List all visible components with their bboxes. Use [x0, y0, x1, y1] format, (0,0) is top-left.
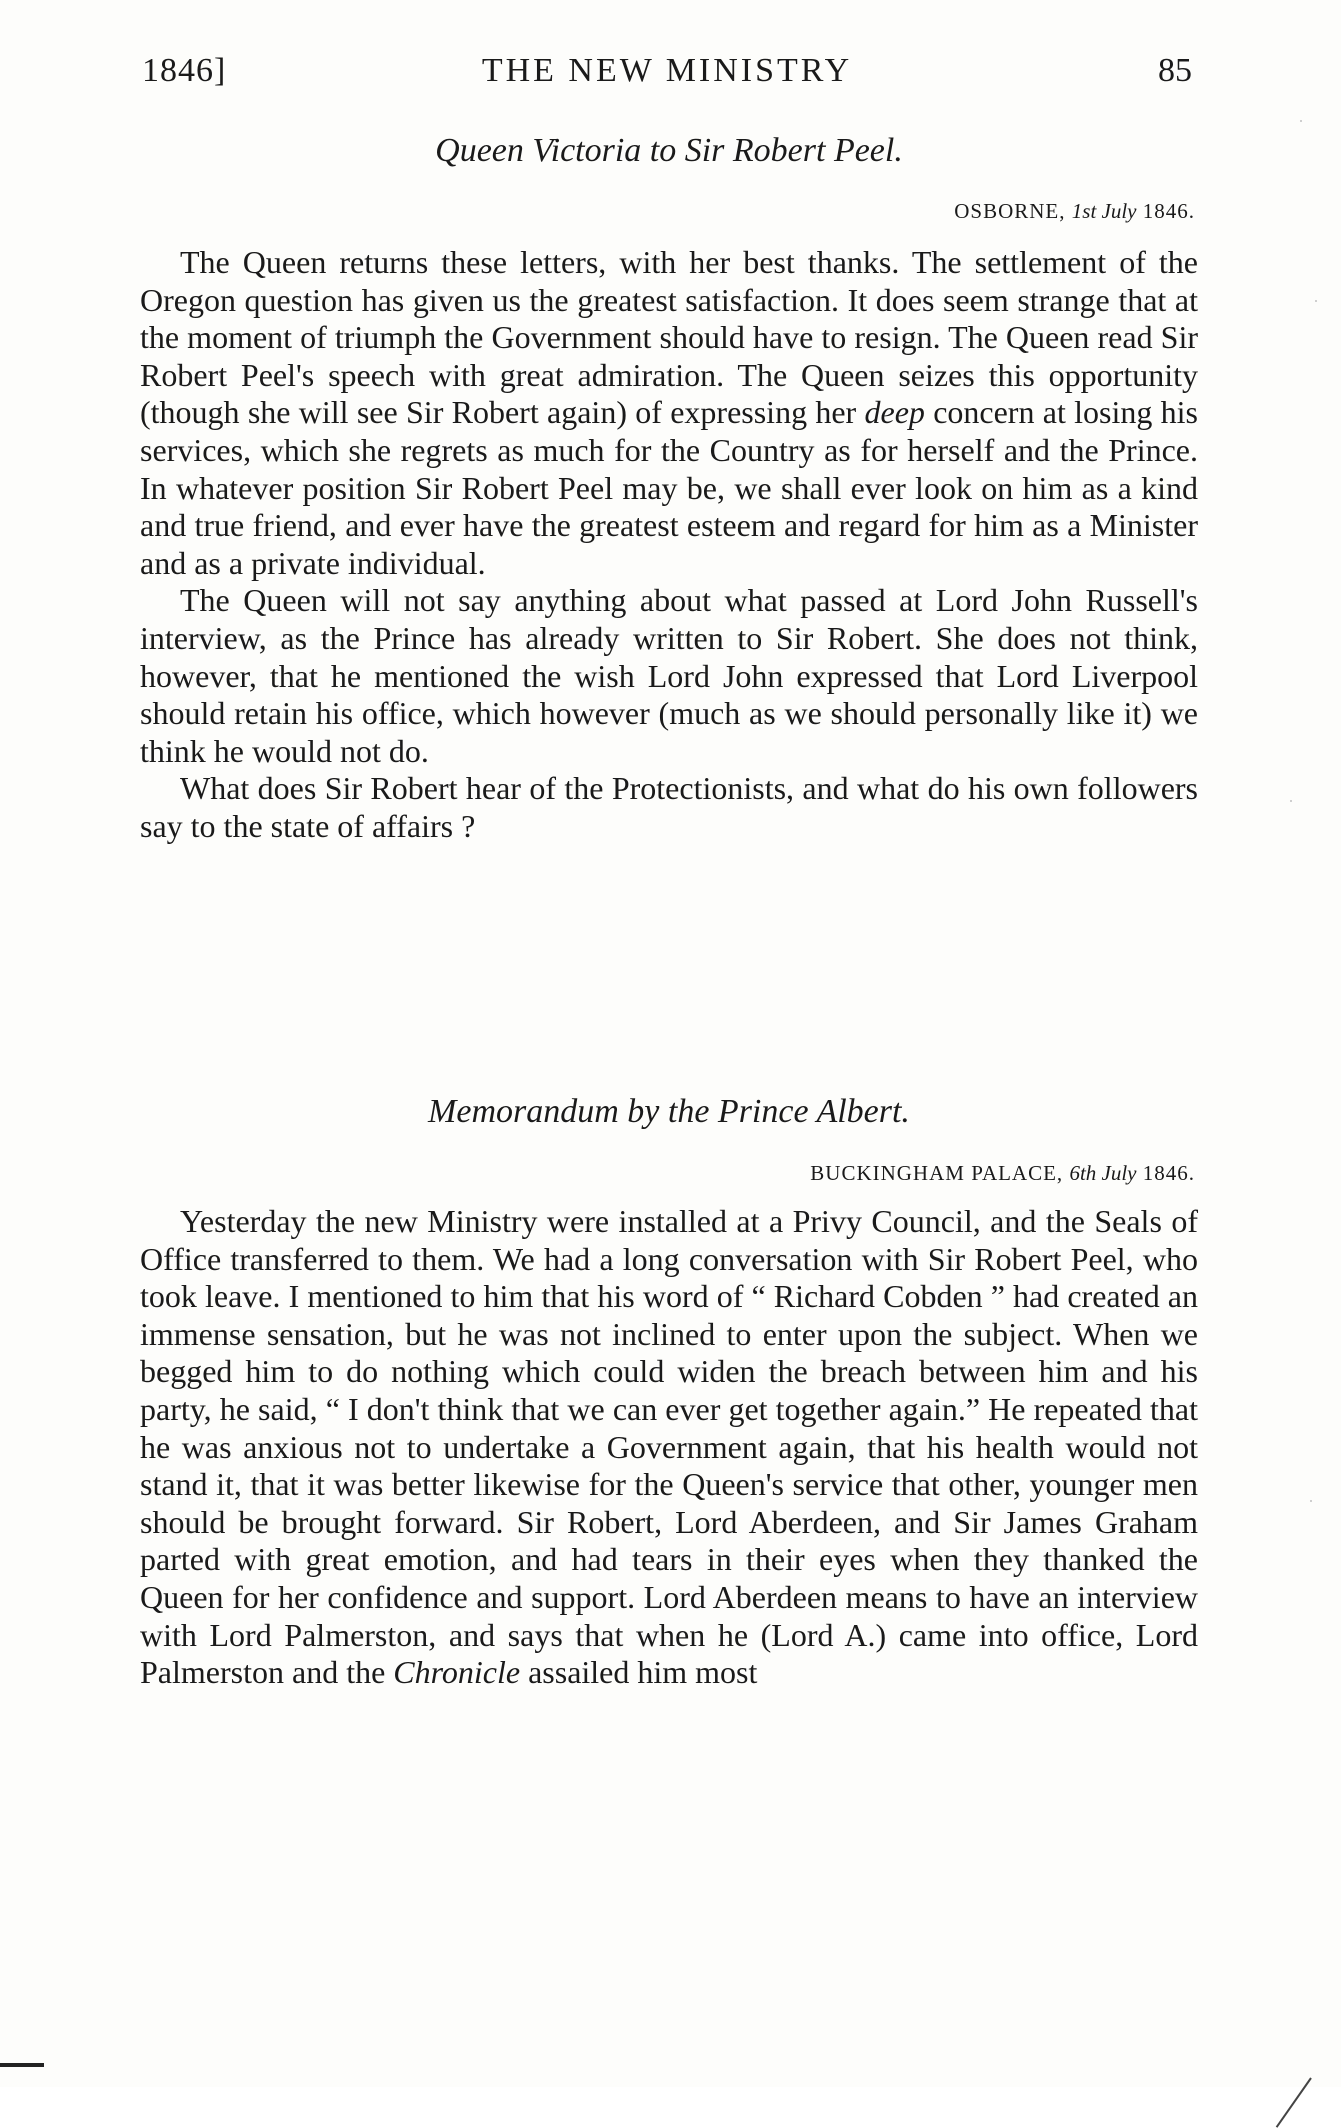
paragraph-text: Yesterday the new Ministry were installed at a Privy Council, and the Seals of Office transferred to them. We had a long conversation with Sir Robert Peel, who took leave. I mentioned to him that his word of “ Richard Cobden ” had created an immense sensation, but he was not inclined to enter upon the subject. When we begged him to do nothing which could widen the breach between him and his party, he said, “ I don't think that we can ever get together again.” He repeated that he was anxious not to undertake a Government again, that his health would not stand it, that it was better likewise for the Queen's service that other, younger men should be brought forward. Sir Robert, Lord Aberdeen, and Sir James Graham parted with great emotion, and had tears in their eyes when they thanked the Queen for her confidence and support. Lord Aberdeen means to have an interview with Lord Palmerston, and says that when he (Lord A.) came into office, Lord Palmerston and the: [140, 1203, 1198, 1691]
running-head: [142, 52, 1192, 98]
paper-speck: [1290, 800, 1292, 802]
letter-heading-albert: Memorandum by the Prince Albert.: [428, 1093, 910, 1130]
corner-mark: [0, 2063, 44, 2067]
dateline-year: 1846.: [1142, 1161, 1195, 1185]
running-head-year: 1846]: [142, 52, 227, 89]
dateline-date: 6th July: [1069, 1161, 1137, 1185]
letter-body-albert: [140, 1203, 1198, 1692]
paper-speck: [1300, 120, 1302, 122]
dateline-osborne: [954, 199, 1195, 224]
dateline-date: 1st July: [1071, 199, 1137, 223]
emphasis-text: deep: [864, 394, 925, 431]
paragraph-text: The Queen returns these letters, with her best thanks. The settlement of the Oregon question has given us the greatest satisfaction. It does seem strange that at the moment of triumph the Government should have to resign. The Queen read Sir Robert Peel's speech with great admiration. The Queen seizes this opportunity (though she will see Sir Robert again) of expressing her: [140, 244, 1198, 431]
paragraph: [140, 1203, 1198, 1692]
paper-speck: [1310, 1500, 1312, 1502]
paper-speck: [1315, 300, 1317, 302]
emphasis-text: Chronicle: [393, 1654, 521, 1691]
dateline-buckingham: [810, 1161, 1195, 1186]
dateline-place: OSBORNE,: [954, 199, 1066, 223]
letter-heading-victoria: Queen Victoria to Sir Robert Peel.: [435, 132, 903, 169]
dateline-place: BUCKINGHAM PALACE,: [810, 1161, 1064, 1185]
paragraph: What does Sir Robert hear of the Protectionists, and what do his own followers say to the state of affairs ?: [140, 770, 1198, 844]
paragraph-text: assailed him most: [520, 1654, 758, 1691]
running-head-title: THE NEW MINISTRY: [481, 52, 853, 89]
corner-slash: [1276, 2077, 1312, 2127]
paragraph: [140, 244, 1198, 582]
paragraph-text: concern at losing his services, which she regrets as much for the Country as for herself and the Prince. In whatever position Sir Robert Peel may be, we shall ever look on him as a kind and true friend, and ever have the greatest esteem and regard for him as a Minister and as a private individual.: [140, 394, 1198, 581]
paragraph: The Queen will not say anything about what passed at Lord John Russell's interview, as the Prince has already written to Sir Robert. She does not think, however, that he mentioned the wish Lord John expressed that Lord Liverpool should retain his office, which however (much as we should personally like it) we think he would not do.: [140, 582, 1198, 769]
dateline-year: 1846.: [1142, 199, 1195, 223]
page-number: 85: [1158, 52, 1192, 89]
letter-body-victoria: [140, 244, 1198, 846]
